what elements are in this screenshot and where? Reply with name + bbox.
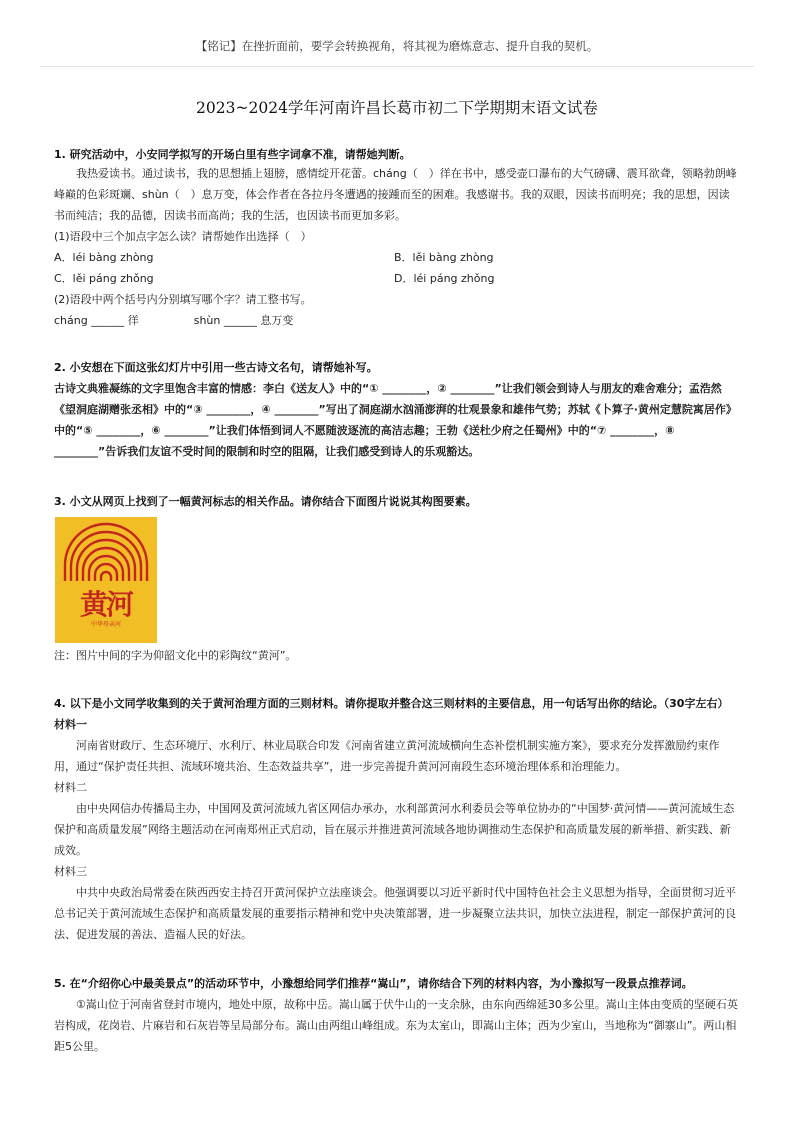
motto: 【铭记】在挫折面前，要学会转换视角，将其视为磨炼意志、提升自我的契机。: [195, 39, 599, 53]
question-5-stem: 5. 在“介绍你心中最美景点”的活动环节中，小豫想给同学们推荐“嵩山”，请你结合下列的材料内容，为小豫拟写一段景点推荐词。: [54, 977, 693, 990]
material-2-label: 材料二: [54, 781, 87, 794]
question-5-paragraph-1: ①嵩山位于河南省登封市境内，地处中原，故称中岳。嵩山属于伏牛山的一支余脉，由东向西绵延30多公里。嵩山主体由变质的坚硬石英岩构成，花岗岩、片麻岩和石灰岩等呈局部分布。嵩山由两组山峰组成。东为太室山，即嵩山主体；西为少室山，当地称为“御寨山”。两山相距5公里。: [54, 998, 738, 1053]
yellow-river-logo: [55, 517, 157, 643]
question-3-note: 注：图片中间的字为仰韶文化中的彩陶纹“黄河”。: [54, 649, 297, 662]
question-2-stem: 2. 小安想在下面这张幻灯片中引用一些古诗文名句，请帮她补写。: [54, 361, 378, 374]
material-2-text: 由中央网信办传播局主办，中国网及黄河流域九省区网信办承办，水利部黄河水利委员会等单位协办的“中国梦·黄河情——黄河流域生态保护和高质量发展”网络主题活动在河南郑州正式启动，旨在展示并推进黄河流域各地协调推动生态保护和高质量发展的新举措、新实践、新成效。: [54, 802, 735, 857]
logo-subtitle: 中华母亲河: [90, 621, 121, 628]
material-3-text: 中共中央政治局常委在陕西西安主持召开黄河保护立法座谈会。他强调要以习近平新时代中国特色社会主义思想为指导，全面贯彻习近平总书记关于黄河流域生态保护和高质量发展的重要指示精神和党中央决策部署，进一步凝聚立法共识，加快立法进程，制定一部保护黄河的良法、促进发展的善法、造福人民的好法。: [54, 886, 736, 941]
header-divider: [40, 66, 754, 67]
question-1-sub1: (1)语段中三个加点字怎么读？请帮她作出选择（ ）: [54, 230, 312, 243]
question-2-body: 古诗文典雅凝练的文字里饱含丰富的情感：李白《送友人》中的“① ________，② ________”让我们领会到诗人与朋友的难舍难分；孟浩然《望洞庭湖赠张丞相》中的“③ ________，④ ________”写出了洞庭湖水汹涌澎湃的壮观景象和雄伟气势；苏轼《卜算子·黄州定慧院寓居作》中的“⑤ ________，⑥ ________”让我们体悟到词人不愿随波逐流的高洁志趣；王勃《送杜少府之任蜀州》中的“⑦ ________，⑧ ________”告诉我们友谊不受时间的限制和时空的阻隔，让我们感受到诗人的乐观豁达。: [54, 382, 737, 458]
option-d: D．léi páng zhǒng: [394, 272, 495, 285]
page-title: 2023~2024学年河南许昌长葛市初二下学期期末语文试卷: [196, 99, 598, 117]
material-1-text: 河南省财政厅、生态环境厅、水利厅、林业局联合印发《河南省建立黄河流域横向生态补偿机制实施方案》，要求充分发挥激励约束作用，通过“保护责任共担、流域环境共治、生态效益共享”，进一步完善提升黄河河南段生态环境治理体系和治理能力。: [54, 739, 720, 773]
question-4-stem: 4. 以下是小文同学收集到的关于黄河治理方面的三则材料。请你提取并整合这三则材料的主要信息，用一句话写出你的结论。（30字左右）: [54, 697, 729, 710]
logo-glyphs: 黄河: [79, 588, 132, 621]
material-1-label: 材料一: [54, 718, 87, 731]
option-b: B．lěi bàng zhòng: [394, 251, 494, 264]
option-c: C．lěi páng zhǒng: [54, 272, 154, 285]
option-a: A．léi bàng zhòng: [54, 251, 154, 264]
question-3-stem: 3. 小文从网页上找到了一幅黄河标志的相关作品。请你结合下面图片说说其构图要素。: [54, 495, 477, 508]
question-1-stem: 1. 研究活动中，小安同学拟写的开场白里有些字词拿不准，请帮她判断。: [54, 148, 411, 161]
question-1-fill: cháng ______ 徉 shùn ______ 息万变: [54, 314, 294, 327]
material-3-label: 材料三: [54, 865, 87, 878]
question-1-passage: 我热爱读书。通过读书，我的思想插上翅膀，感情绽开花蕾。cháng（ ）徉在书中，感受壶口瀑布的大气磅礴、震耳欲聋，领略勃朗峰峰巅的色彩斑斓、shùn（ ）息万变，体会作者在各拉丹冬遭遇的接踵而至的困难。我感谢书。我的双眼，因读书而明亮；我的思想，因读书而纯洁；我的品德，因读书而高尚；我的生活，也因读书而更加多彩。: [54, 167, 737, 222]
question-1-sub2: (2)语段中两个括号内分别填写哪个字？请工整书写。: [54, 293, 312, 306]
